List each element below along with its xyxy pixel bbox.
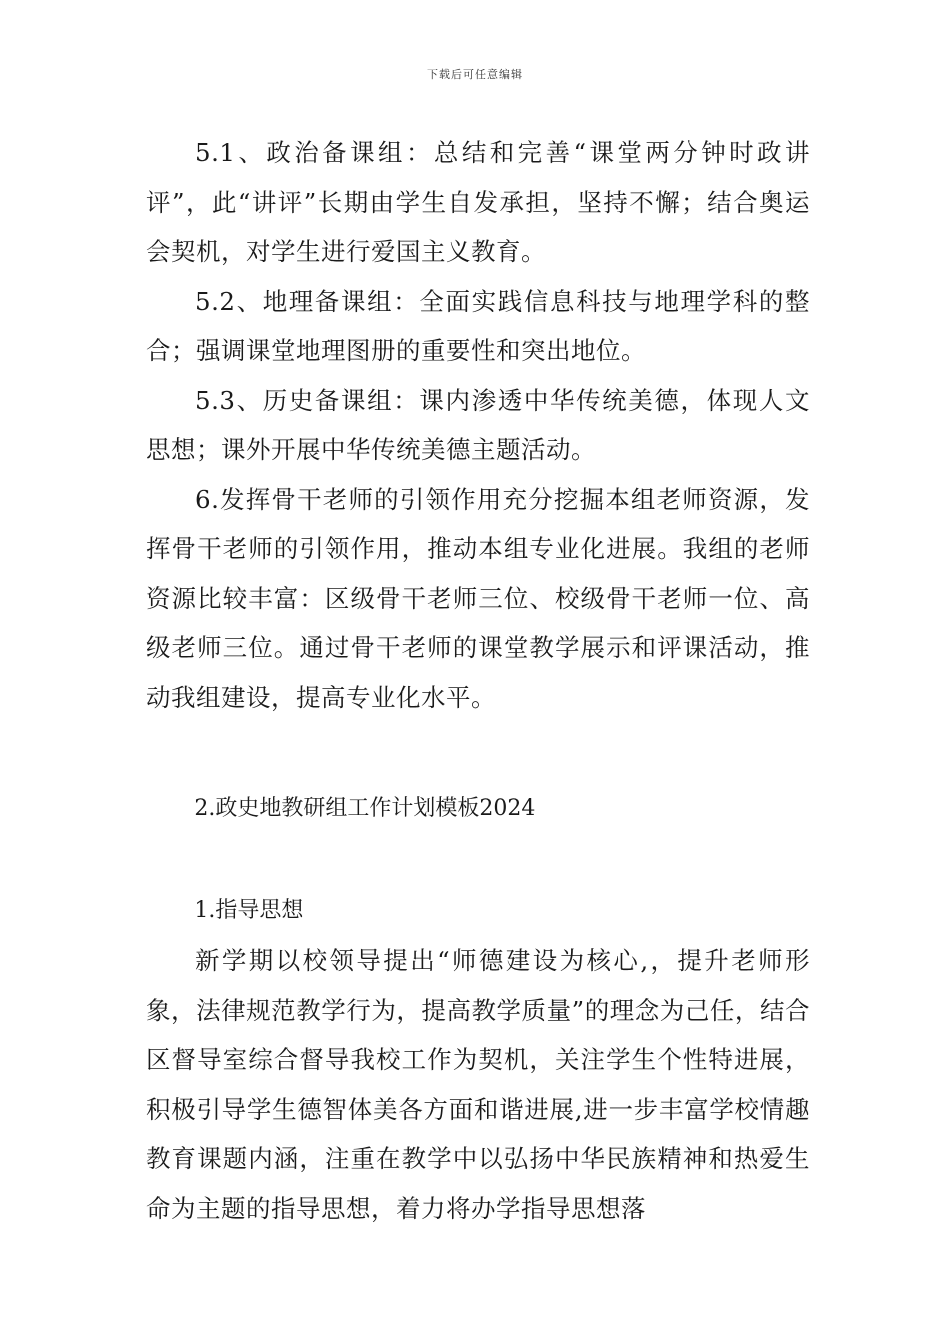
paragraph-geography-group: 5.2、地理备课组：全面实践信息科技与地理学科的整合；强调课堂地理图册的重要性和突出地位。 bbox=[146, 286, 810, 365]
paragraph-history-group: 5.3、历史备课组：课内渗透中华传统美德，体现人文思想；课外开展中华传统美德主题活动。 bbox=[146, 385, 810, 464]
page-header-note: 下载后可任意编辑 bbox=[427, 68, 523, 81]
document-body bbox=[146, 128, 810, 1233]
section-title: 2.政史地教研组工作计划模板2024 bbox=[194, 796, 536, 821]
paragraph-politics-group: 5.1、政治备课组：总结和完善“课堂两分钟时政讲评”，此“讲评”长期由学生自发承担，坚持不懈；结合奥运会契机，对学生进行爱国主义教育。 bbox=[146, 138, 810, 266]
paragraph-backbone-teachers: 6.发挥骨干老师的引领作用充分挖掘本组老师资源，发挥骨干老师的引领作用，推动本组专业化进展。我组的老师资源比较丰富：区级骨干老师三位、校级骨干老师一位、高级老师三位。通过骨干老师的课堂教学展示和评课活动，推动我组建设，提高专业化水平。 bbox=[146, 484, 810, 712]
paragraph-guiding-ideology: 新学期以校领导提出“师德建设为核心,，提升老师形象，法律规范教学行为，提高教学质量”的理念为己任，结合区督导室综合督导我校工作为契机，关注学生个性特进展，积极引导学生德智体美各方面和谐进展,进一步丰富学校情趣教育课题内涵，注重在教学中以弘扬中华民族精神和热爱生命为主题的指导思想，着力将办学指导思想落 bbox=[146, 946, 810, 1223]
subsection-title: 1.指导思想 bbox=[194, 898, 304, 923]
